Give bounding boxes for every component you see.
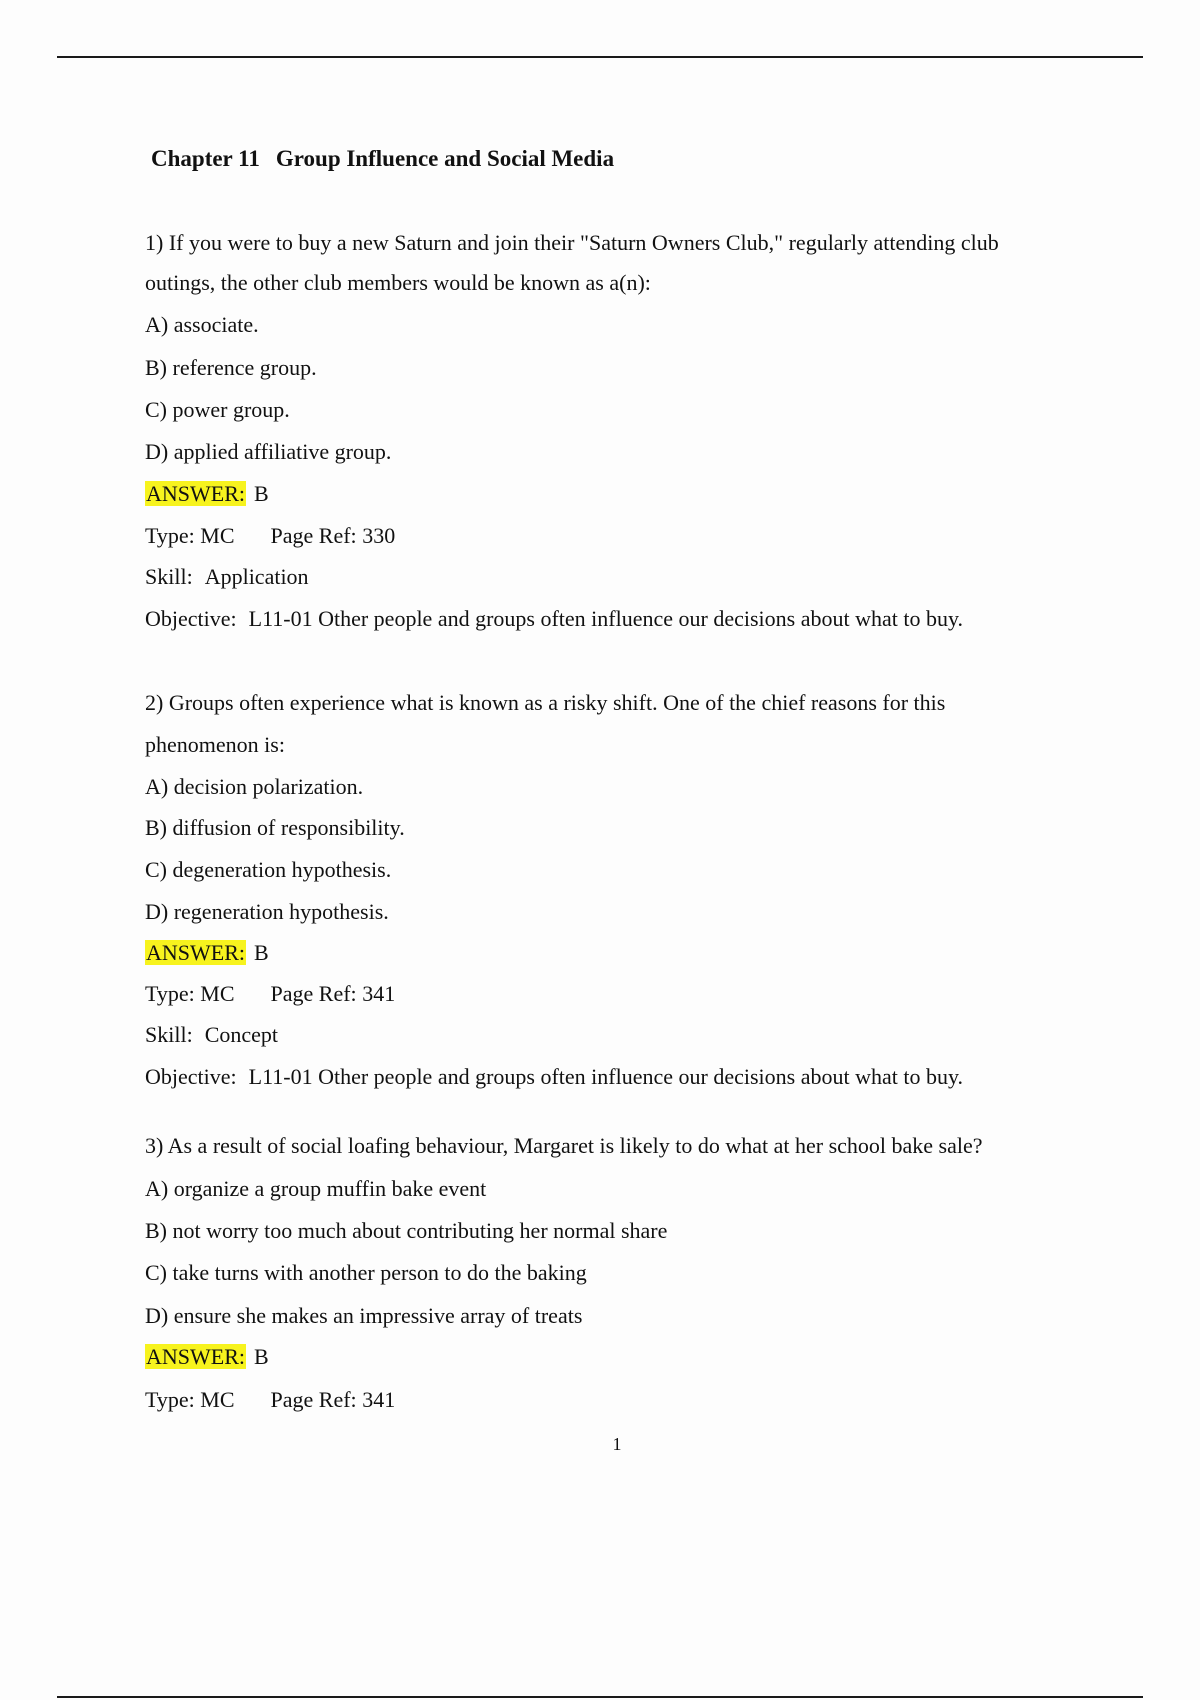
option-d: D) ensure she makes an impressive array of treats <box>145 1303 583 1328</box>
objective-line <box>145 1064 963 1090</box>
type-label: Type: <box>145 981 195 1006</box>
chapter-heading <box>151 146 614 172</box>
page-ref-label: Page Ref: <box>270 981 357 1006</box>
option-b: B) diffusion of responsibility. <box>145 815 405 840</box>
option-a: A) decision polarization. <box>145 774 364 799</box>
answer-label: ANSWER: <box>146 1344 245 1369</box>
option-d: D) regeneration hypothesis. <box>145 899 389 924</box>
page-ref-value: 341 <box>362 1387 396 1412</box>
option-a: A) organize a group muffin bake event <box>145 1176 487 1201</box>
skill-line <box>145 1022 278 1048</box>
objective-label: Objective: <box>145 1064 237 1089</box>
option-d: D) applied affiliative group. <box>145 439 392 464</box>
answer-label: ANSWER: <box>146 481 245 506</box>
skill-value: Application <box>204 564 309 589</box>
type-value: MC <box>200 1387 235 1412</box>
type-line <box>145 523 395 549</box>
question-stem: 1) If you were to buy a new Saturn and join their "Saturn Owners Club," regularly attending club <box>145 230 999 255</box>
option-c: C) take turns with another person to do the baking <box>145 1260 587 1285</box>
answer-line <box>145 1344 269 1370</box>
answer-value: B <box>254 1344 269 1369</box>
answer-value: B <box>254 940 269 965</box>
page-ref-value: 341 <box>362 981 396 1006</box>
skill-line <box>145 564 309 590</box>
skill-label: Skill: <box>145 1022 193 1047</box>
skill-value: Concept <box>204 1022 279 1047</box>
top-rule <box>57 56 1143 58</box>
type-label: Type: <box>145 1387 195 1412</box>
question-stem-continued: phenomenon is: <box>145 732 285 757</box>
page-ref-label: Page Ref: <box>270 1387 357 1412</box>
objective-value: L11-01 Other people and groups often influence our decisions about what to buy. <box>248 606 964 631</box>
question-stem: 2) Groups often experience what is known as a risky shift. One of the chief reasons for this <box>145 690 946 715</box>
answer-value: B <box>254 481 269 506</box>
answer-label: ANSWER: <box>146 940 245 965</box>
objective-label: Objective: <box>145 606 237 631</box>
question-stem: 3) As a result of social loafing behaviour, Margaret is likely to do what at her school bake sale? <box>145 1133 983 1158</box>
type-line <box>145 1387 395 1413</box>
chapter-title: Group Influence and Social Media <box>275 146 615 171</box>
question-stem-continued: outings, the other club members would be known as a(n): <box>145 270 651 295</box>
type-line <box>145 981 395 1007</box>
chapter-label: Chapter 11 <box>151 146 260 171</box>
option-c: C) degeneration hypothesis. <box>145 857 392 882</box>
page-number: 1 <box>612 1434 622 1454</box>
page-ref-value: 330 <box>362 523 396 548</box>
option-b: B) reference group. <box>145 355 317 380</box>
type-value: MC <box>200 523 235 548</box>
answer-line <box>145 481 269 507</box>
option-a: A) associate. <box>145 312 259 337</box>
objective-value: L11-01 Other people and groups often influence our decisions about what to buy. <box>248 1064 964 1089</box>
skill-label: Skill: <box>145 564 193 589</box>
objective-line <box>145 606 963 632</box>
type-label: Type: <box>145 523 195 548</box>
option-c: C) power group. <box>145 397 290 422</box>
bottom-rule <box>57 1696 1143 1698</box>
type-value: MC <box>200 981 235 1006</box>
option-b: B) not worry too much about contributing her normal share <box>145 1218 668 1243</box>
answer-line <box>145 940 269 966</box>
page-ref-label: Page Ref: <box>270 523 357 548</box>
